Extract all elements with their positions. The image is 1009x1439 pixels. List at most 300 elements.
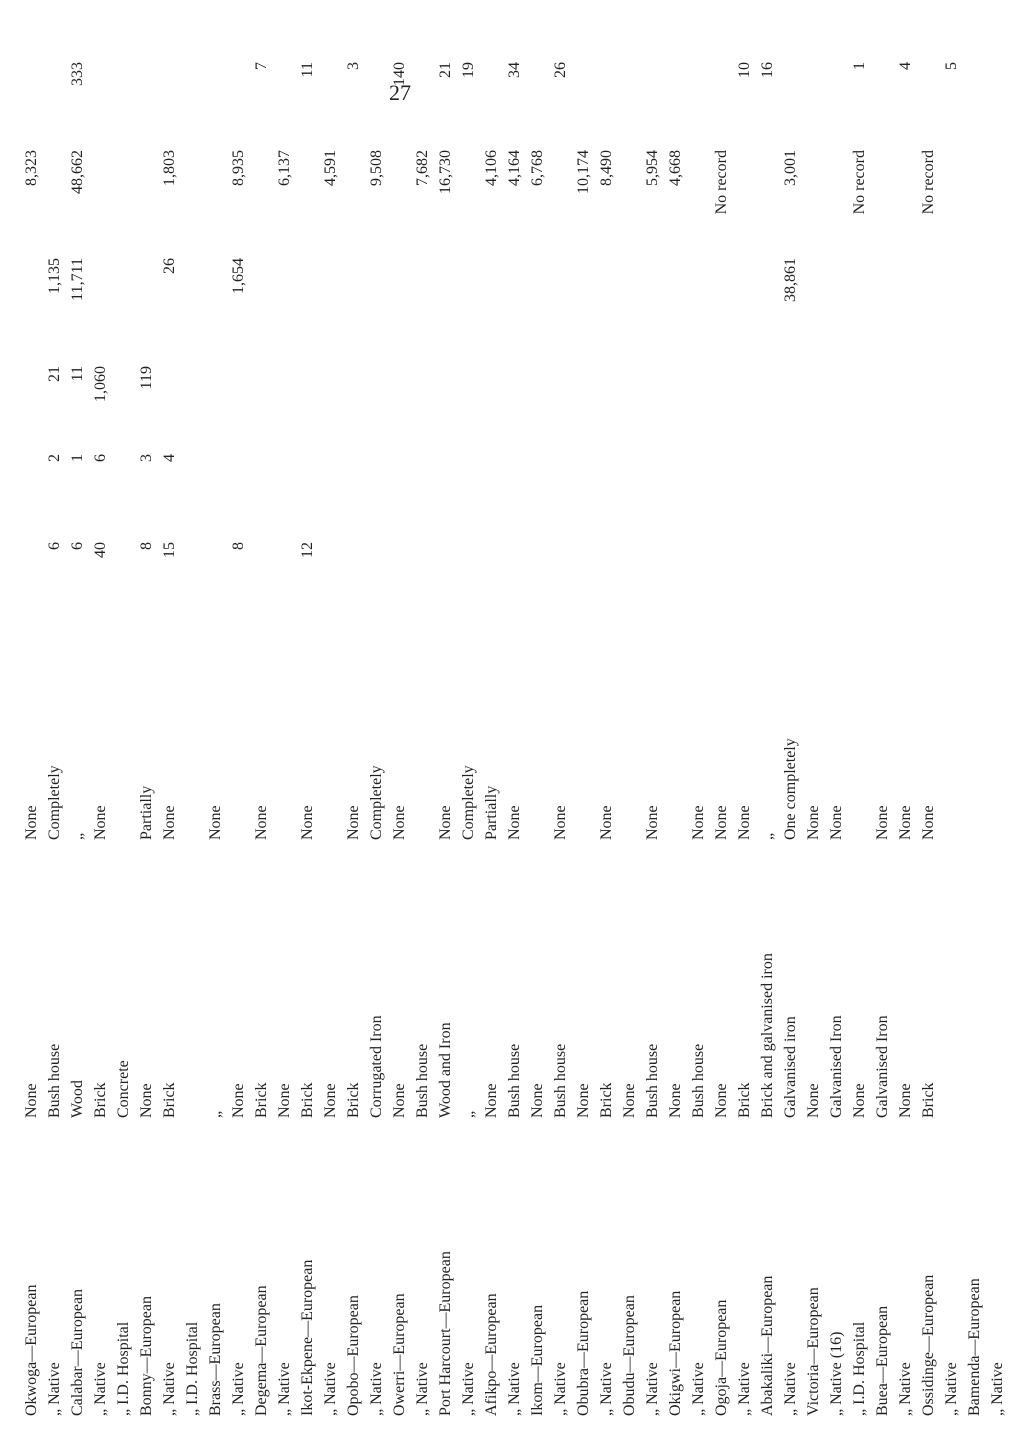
number-cell bbox=[526, 254, 549, 362]
number-cell: 6 bbox=[91, 454, 109, 462]
table-row bbox=[296, 58, 319, 1420]
protection-cell bbox=[319, 626, 342, 844]
protection-cell: None bbox=[804, 805, 822, 840]
number-cell bbox=[204, 58, 227, 146]
number-cell: 4,164 bbox=[505, 150, 523, 186]
number-cell bbox=[388, 146, 411, 254]
number-cell bbox=[963, 450, 986, 538]
number-cell bbox=[20, 450, 43, 538]
protection-cell bbox=[112, 626, 135, 844]
protection-cell: None bbox=[643, 805, 661, 840]
number-cell: 1 bbox=[68, 454, 86, 462]
material-cell: Brick bbox=[597, 1082, 615, 1118]
protection-cell: None bbox=[597, 805, 615, 840]
table-row bbox=[457, 58, 480, 1420]
number-cell: 34 bbox=[505, 62, 523, 78]
number-cell bbox=[848, 538, 871, 626]
number-cell: No record bbox=[919, 150, 937, 215]
number-cell bbox=[802, 450, 825, 538]
rotated-table-container bbox=[20, 40, 1006, 1420]
number-cell bbox=[572, 362, 595, 450]
number-cell bbox=[641, 254, 664, 362]
number-cell bbox=[595, 538, 618, 626]
number-cell bbox=[227, 58, 250, 146]
number-cell bbox=[871, 450, 894, 538]
table-row bbox=[848, 58, 871, 1420]
station-cell: Owerri—European bbox=[390, 1293, 408, 1416]
number-cell bbox=[733, 146, 756, 254]
number-cell bbox=[618, 362, 641, 450]
station-cell: Afikpo—European bbox=[482, 1293, 500, 1416]
material-cell: Corrugated Iron bbox=[367, 1015, 385, 1118]
number-cell bbox=[388, 450, 411, 538]
number-cell bbox=[319, 362, 342, 450]
number-cell bbox=[89, 146, 112, 254]
material-cell: None bbox=[620, 1083, 638, 1118]
table-row bbox=[342, 58, 365, 1420]
protection-cell bbox=[664, 626, 687, 844]
number-cell bbox=[871, 362, 894, 450]
material-cell: None bbox=[321, 1083, 339, 1118]
number-cell bbox=[940, 362, 963, 450]
protection-cell: None bbox=[873, 805, 891, 840]
material-cell bbox=[181, 844, 204, 1122]
protection-cell bbox=[940, 626, 963, 844]
station-cell: „ Native bbox=[367, 1362, 385, 1416]
protection-cell bbox=[848, 626, 871, 844]
number-cell bbox=[526, 538, 549, 626]
number-cell bbox=[641, 538, 664, 626]
table-row bbox=[618, 58, 641, 1420]
table-row bbox=[963, 58, 986, 1420]
number-cell bbox=[204, 538, 227, 626]
number-cell: 140 bbox=[390, 62, 408, 86]
number-cell: 7 bbox=[252, 62, 270, 70]
number-cell: 4 bbox=[896, 62, 914, 70]
number-cell bbox=[388, 538, 411, 626]
number-cell bbox=[250, 146, 273, 254]
number-cell bbox=[894, 362, 917, 450]
number-cell bbox=[365, 254, 388, 362]
number-cell bbox=[549, 450, 572, 538]
number-cell bbox=[549, 538, 572, 626]
number-cell bbox=[457, 254, 480, 362]
material-cell: None bbox=[712, 1083, 730, 1118]
protection-cell: None bbox=[436, 805, 454, 840]
protection-cell: None bbox=[919, 805, 937, 840]
station-cell: „ Native bbox=[551, 1362, 569, 1416]
material-cell: None bbox=[390, 1083, 408, 1118]
material-cell: Galvanised Iron bbox=[827, 1015, 845, 1118]
number-cell bbox=[89, 58, 112, 146]
station-cell: „ Native bbox=[643, 1362, 661, 1416]
number-cell bbox=[618, 254, 641, 362]
number-cell bbox=[43, 58, 66, 146]
number-cell bbox=[710, 254, 733, 362]
station-cell: Brass—European bbox=[206, 1303, 224, 1416]
number-cell bbox=[204, 362, 227, 450]
table-row bbox=[204, 58, 227, 1420]
number-cell bbox=[135, 58, 158, 146]
table-body bbox=[20, 58, 1009, 1420]
number-cell bbox=[756, 538, 779, 626]
station-cell: „ Native bbox=[735, 1362, 753, 1416]
number-cell bbox=[940, 254, 963, 362]
protection-cell: None bbox=[505, 805, 523, 840]
station-cell: Ikot-Ekpene—European bbox=[298, 1259, 316, 1416]
number-cell: 11,711 bbox=[68, 258, 86, 301]
material-cell: Brick bbox=[91, 1082, 109, 1118]
number-cell: 26 bbox=[551, 62, 569, 78]
number-cell bbox=[20, 538, 43, 626]
number-cell bbox=[986, 538, 1009, 626]
material-cell: Bush house bbox=[689, 1043, 707, 1118]
number-cell bbox=[112, 146, 135, 254]
station-cell: Ogoja—European bbox=[712, 1299, 730, 1416]
material-cell: None bbox=[574, 1083, 592, 1118]
number-cell bbox=[135, 146, 158, 254]
number-cell bbox=[733, 450, 756, 538]
number-cell bbox=[802, 362, 825, 450]
number-cell bbox=[503, 538, 526, 626]
number-cell bbox=[227, 450, 250, 538]
material-cell: Brick bbox=[252, 1082, 270, 1118]
material-cell: Brick bbox=[160, 1082, 178, 1118]
number-cell: 12 bbox=[298, 542, 316, 558]
material-cell: Brick bbox=[344, 1082, 362, 1118]
number-cell bbox=[572, 254, 595, 362]
protection-cell: Completely bbox=[367, 765, 385, 840]
number-cell: 6,137 bbox=[275, 150, 293, 186]
number-cell: 26 bbox=[160, 258, 178, 274]
number-cell bbox=[664, 362, 687, 450]
number-cell bbox=[158, 58, 181, 146]
protection-cell: Partially bbox=[137, 785, 155, 840]
number-cell bbox=[181, 146, 204, 254]
number-cell bbox=[733, 538, 756, 626]
station-cell: „ Native bbox=[896, 1362, 914, 1416]
number-cell bbox=[296, 362, 319, 450]
number-cell bbox=[641, 450, 664, 538]
table-row bbox=[526, 58, 549, 1420]
number-cell bbox=[526, 362, 549, 450]
material-cell: None bbox=[482, 1083, 500, 1118]
number-cell bbox=[825, 254, 848, 362]
table-row bbox=[503, 58, 526, 1420]
material-cell: Brick bbox=[298, 1082, 316, 1118]
number-cell bbox=[319, 254, 342, 362]
protection-cell bbox=[963, 626, 986, 844]
number-cell bbox=[503, 362, 526, 450]
number-cell bbox=[802, 538, 825, 626]
station-cell: Ossidinge—European bbox=[919, 1274, 937, 1416]
protection-cell: None bbox=[252, 805, 270, 840]
number-cell bbox=[411, 450, 434, 538]
number-cell bbox=[963, 146, 986, 254]
number-cell bbox=[411, 254, 434, 362]
number-cell bbox=[227, 362, 250, 450]
number-cell: 10 bbox=[735, 62, 753, 78]
number-cell: 1 bbox=[850, 62, 868, 70]
number-cell bbox=[802, 146, 825, 254]
number-cell bbox=[204, 254, 227, 362]
number-cell: 3 bbox=[137, 454, 155, 462]
protection-cell: Partially bbox=[482, 785, 500, 840]
station-cell: „ Native bbox=[505, 1362, 523, 1416]
table-row bbox=[986, 58, 1009, 1420]
page-number: 27 bbox=[389, 80, 411, 105]
number-cell bbox=[89, 254, 112, 362]
table-row bbox=[917, 58, 940, 1420]
table-row bbox=[687, 58, 710, 1420]
table-row bbox=[894, 58, 917, 1420]
table-row bbox=[365, 58, 388, 1420]
table-row bbox=[756, 58, 779, 1420]
station-cell: „ Native bbox=[942, 1362, 960, 1416]
table-row bbox=[135, 58, 158, 1420]
number-cell bbox=[618, 450, 641, 538]
material-cell: Galvanised Iron bbox=[873, 1015, 891, 1118]
number-cell bbox=[342, 450, 365, 538]
material-cell: Wood and Iron bbox=[436, 1022, 454, 1118]
number-cell bbox=[779, 362, 802, 450]
number-cell: 8,490 bbox=[597, 150, 615, 186]
station-cell: Degema—European bbox=[252, 1285, 270, 1416]
protection-cell bbox=[273, 626, 296, 844]
station-cell: Victoria—European bbox=[804, 1287, 822, 1416]
number-cell: 8,935 bbox=[229, 150, 247, 186]
number-cell bbox=[963, 58, 986, 146]
table-row bbox=[20, 58, 43, 1420]
protection-cell bbox=[572, 626, 595, 844]
number-cell bbox=[963, 538, 986, 626]
number-cell bbox=[365, 538, 388, 626]
station-cell: „ I.D. Hospital bbox=[850, 1321, 868, 1416]
number-cell bbox=[549, 146, 572, 254]
protection-cell bbox=[618, 626, 641, 844]
station-cell: „ Native bbox=[229, 1362, 247, 1416]
number-cell bbox=[710, 450, 733, 538]
table-row bbox=[250, 58, 273, 1420]
number-cell bbox=[664, 58, 687, 146]
number-cell bbox=[181, 362, 204, 450]
number-cell bbox=[158, 362, 181, 450]
number-cell bbox=[848, 450, 871, 538]
number-cell bbox=[618, 538, 641, 626]
station-cell: „ Native bbox=[275, 1362, 293, 1416]
number-cell bbox=[825, 146, 848, 254]
table-row bbox=[710, 58, 733, 1420]
protection-cell: None bbox=[22, 805, 40, 840]
number-cell bbox=[894, 254, 917, 362]
table-row bbox=[112, 58, 135, 1420]
station-cell: Bamenda—European bbox=[965, 1278, 983, 1416]
number-cell: 1,803 bbox=[160, 150, 178, 186]
number-cell bbox=[181, 538, 204, 626]
number-cell bbox=[825, 538, 848, 626]
number-cell bbox=[710, 362, 733, 450]
number-cell bbox=[480, 58, 503, 146]
number-cell bbox=[296, 146, 319, 254]
number-cell bbox=[871, 146, 894, 254]
number-cell: 16,730 bbox=[436, 150, 454, 194]
number-cell: 6 bbox=[68, 542, 86, 550]
table-row bbox=[733, 58, 756, 1420]
number-cell bbox=[687, 254, 710, 362]
number-cell bbox=[963, 254, 986, 362]
material-cell bbox=[986, 844, 1009, 1122]
material-cell: None bbox=[275, 1083, 293, 1118]
number-cell bbox=[710, 58, 733, 146]
number-cell bbox=[250, 450, 273, 538]
number-cell bbox=[848, 254, 871, 362]
number-cell: 19 bbox=[459, 62, 477, 78]
number-cell bbox=[342, 538, 365, 626]
number-cell bbox=[917, 450, 940, 538]
number-cell bbox=[779, 538, 802, 626]
number-cell bbox=[756, 146, 779, 254]
number-cell bbox=[112, 362, 135, 450]
material-cell: Bush house bbox=[413, 1043, 431, 1118]
table-row bbox=[572, 58, 595, 1420]
station-cell: Buea—European bbox=[873, 1305, 891, 1416]
station-cell: „ I.D. Hospital bbox=[114, 1321, 132, 1416]
material-cell: None bbox=[22, 1083, 40, 1118]
table-row bbox=[411, 58, 434, 1420]
protection-cell: „ bbox=[68, 832, 86, 840]
station-cell: Ikom—European bbox=[528, 1304, 546, 1416]
number-cell bbox=[365, 58, 388, 146]
number-cell: 6 bbox=[45, 542, 63, 550]
table-row bbox=[273, 58, 296, 1420]
number-cell bbox=[273, 362, 296, 450]
table-row bbox=[664, 58, 687, 1420]
number-cell: 15 bbox=[160, 542, 178, 558]
protection-cell: None bbox=[896, 805, 914, 840]
station-cell: „ Native bbox=[459, 1362, 477, 1416]
material-cell: „ bbox=[206, 1110, 224, 1118]
number-cell: 3 bbox=[344, 62, 362, 70]
number-cell bbox=[595, 254, 618, 362]
number-cell: 5,954 bbox=[643, 150, 661, 186]
number-cell bbox=[963, 362, 986, 450]
protection-cell: „ bbox=[758, 832, 776, 840]
number-cell bbox=[595, 58, 618, 146]
number-cell: 11 bbox=[298, 62, 316, 78]
number-cell bbox=[825, 450, 848, 538]
protection-cell: None bbox=[712, 805, 730, 840]
number-cell bbox=[388, 254, 411, 362]
protection-cell bbox=[227, 626, 250, 844]
protection-cell bbox=[526, 626, 549, 844]
number-cell bbox=[756, 254, 779, 362]
station-cell: „ Native bbox=[988, 1362, 1006, 1416]
number-cell bbox=[917, 362, 940, 450]
number-cell bbox=[802, 58, 825, 146]
number-cell: 1,060 bbox=[91, 366, 109, 402]
number-cell bbox=[917, 254, 940, 362]
number-cell bbox=[365, 362, 388, 450]
number-cell bbox=[342, 146, 365, 254]
number-cell bbox=[687, 450, 710, 538]
number-cell bbox=[480, 450, 503, 538]
number-cell bbox=[250, 538, 273, 626]
number-cell bbox=[526, 58, 549, 146]
number-cell bbox=[618, 58, 641, 146]
material-cell: Wood bbox=[68, 1080, 86, 1118]
number-cell: 4 bbox=[160, 454, 178, 462]
number-cell bbox=[871, 58, 894, 146]
number-cell bbox=[250, 254, 273, 362]
protection-cell: Completely bbox=[45, 765, 63, 840]
station-cell: Abakaliki—European bbox=[758, 1275, 776, 1416]
number-cell bbox=[503, 450, 526, 538]
station-cell: Opobo—European bbox=[344, 1295, 362, 1416]
number-cell bbox=[825, 362, 848, 450]
number-cell bbox=[273, 450, 296, 538]
material-cell: None bbox=[137, 1083, 155, 1118]
number-cell bbox=[526, 450, 549, 538]
table-row bbox=[181, 58, 204, 1420]
number-cell: 10,174 bbox=[574, 150, 592, 194]
station-cell: Obudu—European bbox=[620, 1295, 638, 1416]
material-cell: Bush house bbox=[505, 1043, 523, 1118]
number-cell: 1,135 bbox=[45, 258, 63, 294]
number-cell: 16 bbox=[758, 62, 776, 78]
station-cell: „ Native bbox=[413, 1362, 431, 1416]
number-cell: 21 bbox=[45, 366, 63, 382]
number-cell bbox=[940, 538, 963, 626]
material-cell: Concrete bbox=[114, 1060, 132, 1118]
material-cell: None bbox=[528, 1083, 546, 1118]
number-cell: 4,106 bbox=[482, 150, 500, 186]
number-cell bbox=[572, 58, 595, 146]
number-cell bbox=[986, 362, 1009, 450]
number-cell bbox=[779, 58, 802, 146]
number-cell bbox=[273, 58, 296, 146]
number-cell bbox=[549, 362, 572, 450]
material-cell bbox=[940, 844, 963, 1122]
number-cell bbox=[641, 362, 664, 450]
number-cell bbox=[319, 538, 342, 626]
number-cell bbox=[664, 538, 687, 626]
number-cell bbox=[503, 254, 526, 362]
number-cell bbox=[917, 538, 940, 626]
number-cell bbox=[871, 254, 894, 362]
number-cell bbox=[434, 450, 457, 538]
number-cell bbox=[457, 362, 480, 450]
number-cell bbox=[411, 538, 434, 626]
table-row bbox=[227, 58, 250, 1420]
number-cell bbox=[181, 58, 204, 146]
material-cell: None bbox=[804, 1083, 822, 1118]
protection-cell: None bbox=[206, 805, 224, 840]
number-cell bbox=[871, 538, 894, 626]
number-cell bbox=[894, 450, 917, 538]
number-cell bbox=[664, 254, 687, 362]
table-row bbox=[940, 58, 963, 1420]
number-cell bbox=[112, 254, 135, 362]
table-row bbox=[89, 58, 112, 1420]
number-cell: 3,001 bbox=[781, 150, 799, 186]
number-cell bbox=[434, 362, 457, 450]
number-cell bbox=[756, 450, 779, 538]
number-cell bbox=[20, 254, 43, 362]
table-row bbox=[779, 58, 802, 1420]
number-cell bbox=[986, 450, 1009, 538]
material-cell: „ bbox=[459, 1110, 477, 1118]
station-cell: „ Native bbox=[781, 1362, 799, 1416]
